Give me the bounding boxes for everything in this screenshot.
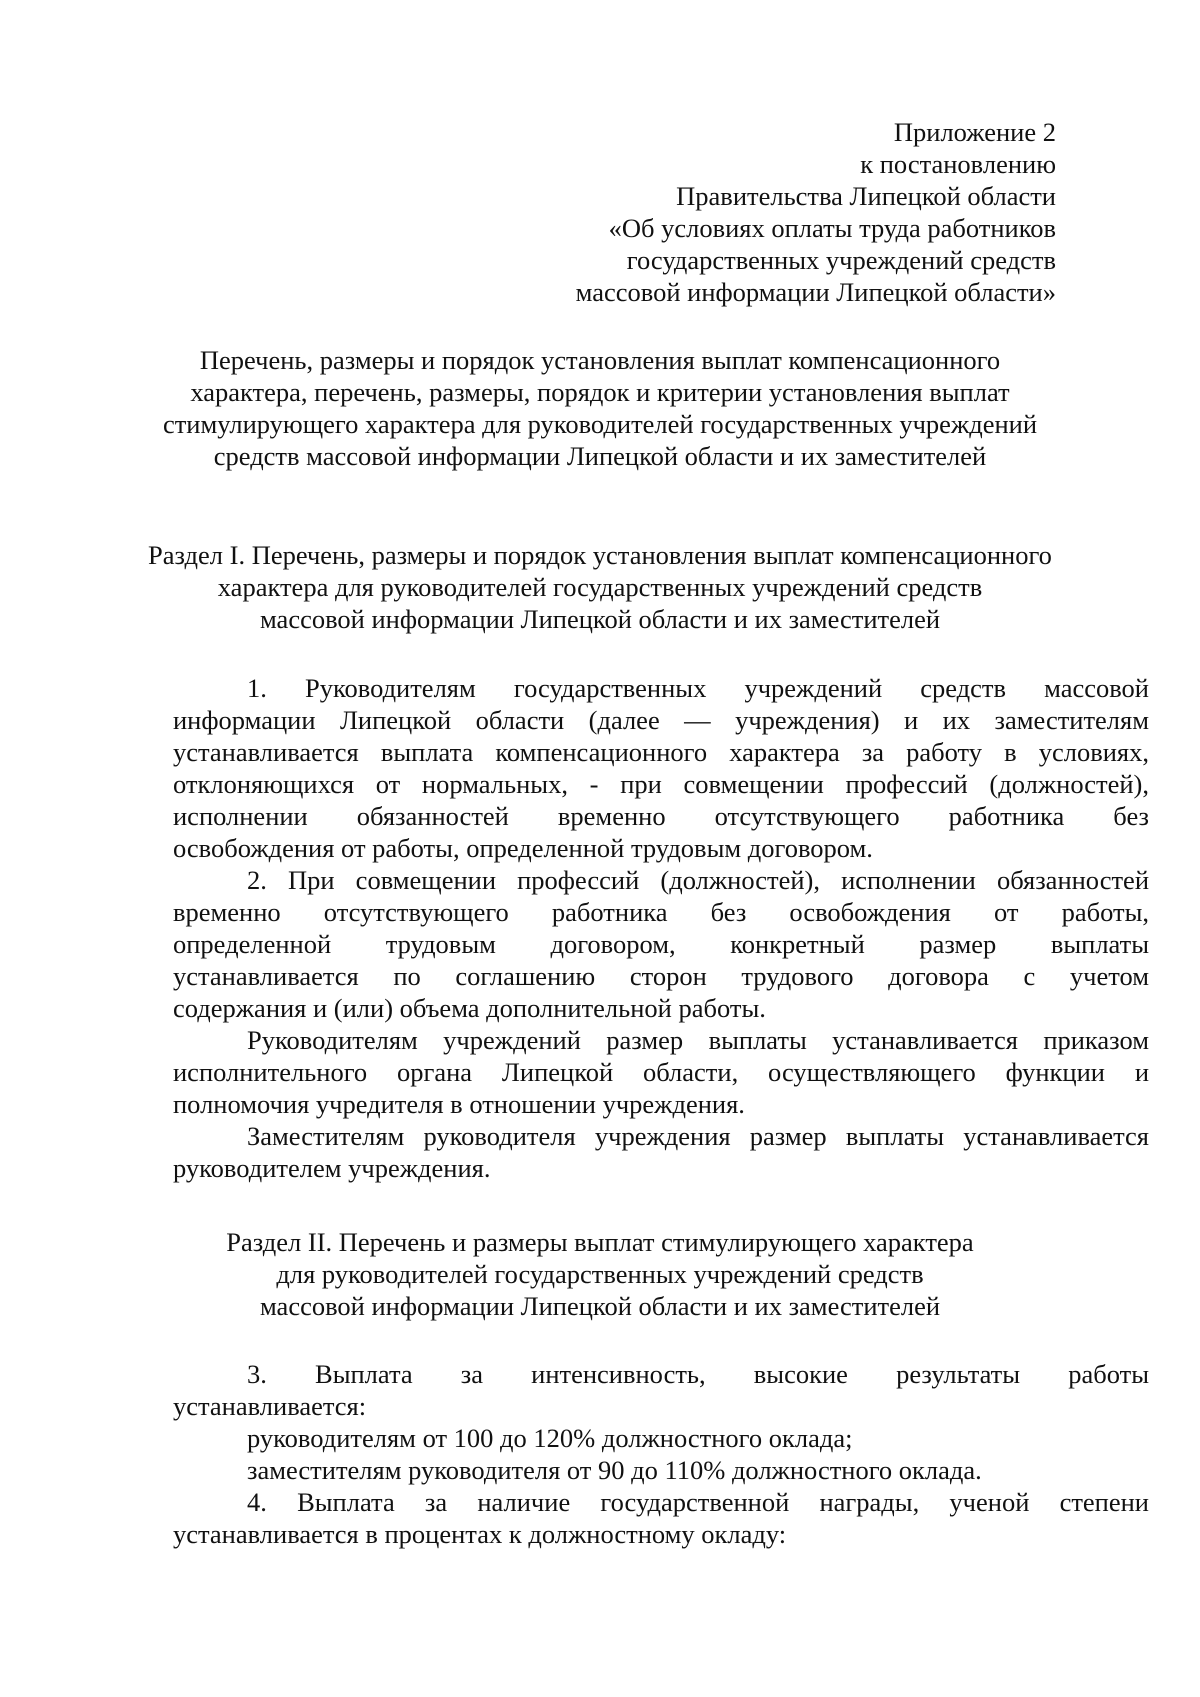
appendix-line: Приложение 2 [893,117,1056,147]
section-2-body [173,1358,1149,1550]
paragraph-line: устанавливается по соглашению сторон трудового договора с учетом [173,961,1149,991]
appendix-line: государственных учреждений средств [626,245,1056,275]
paragraph-3 [173,1358,1149,1422]
paragraph-1 [173,672,1149,864]
paragraph-2 [173,864,1149,1024]
section-heading-line: для руководителей государственных учреждений средств [276,1259,924,1289]
paragraph-line: руководителем учреждения. [173,1153,491,1183]
paragraph-line: определенной трудовым договором, конкретный размер выплаты [173,929,1149,959]
section-heading-line: характера для руководителей государственных учреждений средств [217,572,983,602]
paragraph-line: 3. Выплата за интенсивность, высокие результаты работы [247,1359,1149,1389]
paragraph-line: Заместителям руководителя учреждения размер выплаты устанавливается [247,1121,1149,1151]
paragraph-3-directors [173,1422,1149,1454]
section-heading-line: массовой информации Липецкой области и их заместителей [259,1291,941,1321]
paragraph-line: 4. Выплата за наличие государственной награды, ученой степени [247,1487,1149,1517]
section-heading-line: Раздел II. Перечень и размеры выплат стимулирующего характера [226,1227,974,1257]
appendix-line: Правительства Липецкой области [676,181,1056,211]
paragraph-line: исполнении обязанностей временно отсутствующего работника без [173,801,1149,831]
paragraph-line: устанавливается выплата компенсационного характера за работу в условиях, [173,737,1149,767]
paragraph-line: Руководителям учреждений размер выплаты устанавливается приказом [247,1025,1149,1055]
paragraph-line: устанавливается в процентах к должностному окладу: [173,1519,787,1549]
section-heading-line: Раздел I. Перечень, размеры и порядок установления выплат компенсационного [148,540,1052,570]
title-line: Перечень, размеры и порядок установления выплат компенсационного [199,345,1001,375]
paragraph-line: информации Липецкой области (далее — учреждения) и их заместителям [173,705,1149,735]
paragraph-line: заместителям руководителя от 90 до 110% должностного оклада. [247,1455,982,1485]
title-line: стимулирующего характера для руководителей государственных учреждений [162,409,1038,439]
paragraph-2-deputies [173,1120,1149,1184]
paragraph-line: освобождения от работы, определенной трудовым договором. [173,833,873,863]
paragraph-4 [173,1486,1149,1550]
paragraph-line: руководителям от 100 до 120% должностного оклада; [247,1423,853,1453]
title-line: средств массовой информации Липецкой области и их заместителей [213,441,987,471]
paragraph-line: отклоняющихся от нормальных, - при совмещении профессий (должностей), [173,769,1149,799]
paragraph-line: содержания и (или) объема дополнительной работы. [173,993,766,1023]
paragraph-3-deputies [173,1454,1149,1486]
title-line: характера, перечень, размеры, порядок и критерии установления выплат [190,377,1010,407]
appendix-line: «Об условиях оплаты труда работников [608,213,1056,243]
paragraph-line: 2. При совмещении профессий (должностей), исполнении обязанностей [247,865,1149,895]
paragraph-line: устанавливается: [173,1391,367,1421]
paragraph-2-directors [173,1024,1149,1120]
paragraph-line: временно отсутствующего работника без освобождения от работы, [173,897,1149,927]
section-heading-line: массовой информации Липецкой области и их заместителей [259,604,941,634]
paragraph-line: исполнительного органа Липецкой области, осуществляющего функции и [173,1057,1149,1087]
section-1-body [173,672,1149,1184]
appendix-line: массовой информации Липецкой области» [575,277,1056,307]
paragraph-line: 1. Руководителям государственных учреждений средств массовой [247,673,1149,703]
appendix-line: к постановлению [860,149,1056,179]
paragraph-line: полномочия учредителя в отношении учреждения. [173,1089,745,1119]
